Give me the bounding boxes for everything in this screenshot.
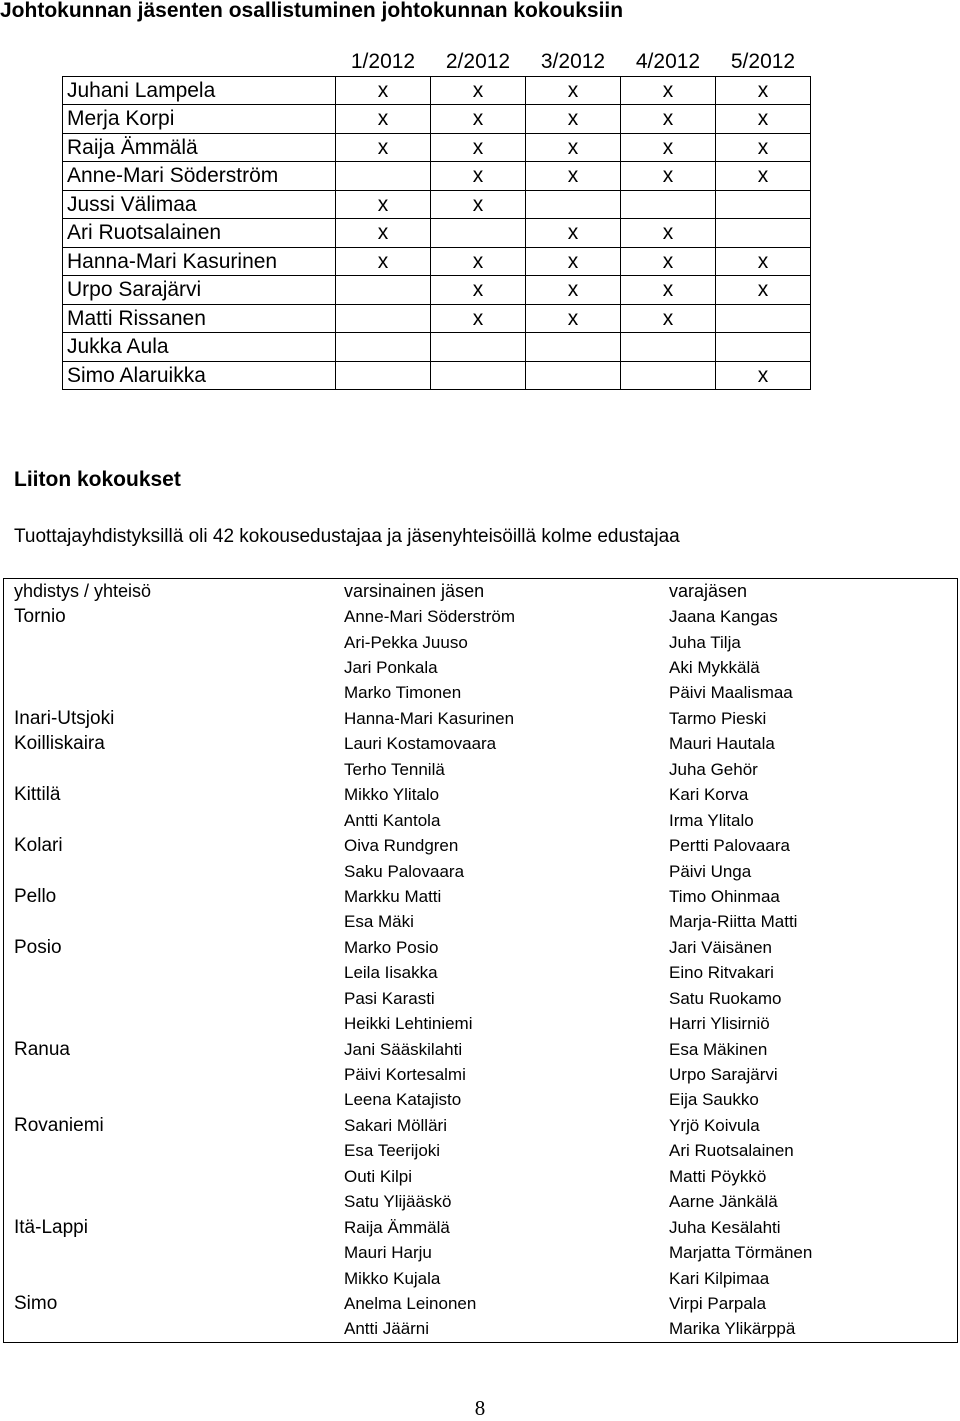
member-name: Jussi Välimaa: [63, 190, 336, 219]
members-row: [4, 884, 958, 909]
member-cell: Leila Iisakka: [344, 963, 438, 983]
attendance-mark: x: [526, 162, 621, 191]
attendance-mark: x: [431, 105, 526, 134]
members-table: [3, 578, 958, 1343]
attendance-mark: x: [716, 247, 811, 276]
association-cell: [4, 1139, 337, 1164]
deputy-cell: Aki Mykkälä: [669, 658, 760, 678]
member-name: Urpo Sarajärvi: [63, 276, 336, 305]
member-name: Anne-Mari Söderström: [63, 162, 336, 191]
member-name: Matti Rissanen: [63, 304, 336, 333]
deputy-cell: Juha Kesälahti: [669, 1217, 781, 1237]
attendance-mark: x: [716, 105, 811, 134]
association-cell: Kolari: [14, 835, 63, 857]
page-title: Johtokunnan jäsenten osallistuminen johtokunnan kokouksiin: [0, 0, 624, 22]
attendance-mark: [336, 162, 431, 191]
member-name: Hanna-Mari Kasurinen: [63, 247, 336, 276]
member-cell: Pasi Karasti: [344, 988, 435, 1008]
attendance-mark: x: [336, 133, 431, 162]
attendance-header-blank: [63, 48, 336, 76]
attendance-mark: x: [526, 105, 621, 134]
association-cell: Inari-Utsjoki: [14, 707, 115, 729]
members-row: [4, 808, 958, 833]
meeting-header: 3/2012: [540, 50, 606, 74]
member-cell: Jari Ponkala: [344, 658, 438, 678]
member-cell: Anne-Mari Söderström: [344, 607, 516, 627]
association-cell: Posio: [14, 936, 62, 958]
deputy-cell: Päivi Maalismaa: [669, 683, 793, 703]
member-cell: Antti Jäärni: [344, 1319, 430, 1339]
members-row: [4, 1266, 958, 1291]
attendance-row: [63, 361, 811, 390]
members-row: [4, 986, 958, 1011]
attendance-mark: x: [621, 105, 716, 134]
members-row: [4, 1139, 958, 1164]
deputy-cell: Satu Ruokamo: [669, 988, 782, 1008]
attendance-row: [63, 133, 811, 162]
deputy-cell: Eino Ritvakari: [669, 963, 774, 983]
deputy-cell: Matti Pöykkö: [669, 1166, 767, 1186]
attendance-table: [62, 48, 811, 390]
attendance-mark: [526, 190, 621, 219]
members-row: [4, 1240, 958, 1265]
association-cell: Tornio: [14, 606, 66, 628]
attendance-mark: x: [336, 105, 431, 134]
member-cell: Markku Matti: [344, 886, 442, 906]
association-cell: [4, 630, 337, 655]
member-name: Ari Ruotsalainen: [63, 219, 336, 248]
attendance-row: [63, 304, 811, 333]
attendance-mark: x: [526, 76, 621, 105]
attendance-mark: [621, 190, 716, 219]
member-cell: Heikki Lehtiniemi: [344, 1014, 473, 1034]
association-cell: Ranua: [14, 1038, 70, 1060]
members-row: [4, 1062, 958, 1087]
column-header: yhdistys / yhteisö: [14, 581, 152, 602]
deputy-cell: Jari Väisänen: [669, 937, 773, 957]
members-row: [4, 783, 958, 808]
attendance-row: [63, 219, 811, 248]
members-row: [4, 1164, 958, 1189]
association-cell: Rovaniemi: [14, 1114, 104, 1136]
member-cell: Outi Kilpi: [344, 1166, 413, 1186]
attendance-mark: x: [621, 219, 716, 248]
attendance-mark: [526, 361, 621, 390]
attendance-mark: x: [716, 76, 811, 105]
attendance-mark: x: [716, 133, 811, 162]
page-number: 8: [474, 1396, 486, 1420]
deputy-cell: Yrjö Koivula: [669, 1115, 760, 1135]
deputy-cell: Marjatta Törmänen: [669, 1243, 813, 1263]
deputy-cell: Juha Gehör: [669, 759, 758, 779]
attendance-mark: x: [336, 247, 431, 276]
attendance-mark: x: [431, 304, 526, 333]
member-name: Raija Ämmälä: [63, 133, 336, 162]
attendance-mark: [621, 361, 716, 390]
attendance-mark: [621, 333, 716, 362]
members-row: [4, 1037, 958, 1062]
association-cell: Kittilä: [14, 784, 61, 806]
member-cell: Jani Sääskilahti: [344, 1039, 463, 1059]
attendance-mark: x: [431, 76, 526, 105]
members-row: [4, 1011, 958, 1036]
attendance-mark: x: [621, 133, 716, 162]
members-row: [4, 681, 958, 706]
attendance-mark: [431, 333, 526, 362]
meeting-header: 4/2012: [635, 50, 701, 74]
association-cell: Itä-Lappi: [14, 1216, 88, 1238]
deputy-cell: Ari Ruotsalainen: [669, 1141, 794, 1161]
association-cell: [4, 757, 337, 782]
deputy-cell: Harri Ylisirniö: [669, 1014, 770, 1034]
attendance-mark: [431, 361, 526, 390]
deputy-cell: Timo Ohinmaa: [669, 886, 780, 906]
deputy-cell: Marika Ylikärppä: [669, 1319, 796, 1339]
attendance-mark: [336, 276, 431, 305]
member-cell: Saku Palovaara: [344, 861, 465, 881]
attendance-row: [63, 276, 811, 305]
member-cell: Raija Ämmälä: [344, 1217, 450, 1237]
members-row: [4, 655, 958, 680]
attendance-mark: [716, 304, 811, 333]
attendance-row: [63, 333, 811, 362]
association-cell: [4, 655, 337, 680]
member-cell: Lauri Kostamovaara: [344, 734, 497, 754]
deputy-cell: Päivi Unga: [669, 861, 752, 881]
deputy-cell: Juha Tilja: [669, 632, 741, 652]
attendance-mark: [336, 333, 431, 362]
member-cell: Sakari Mölläri: [344, 1115, 447, 1135]
member-name: Simo Alaruikka: [63, 361, 336, 390]
attendance-mark: [716, 190, 811, 219]
member-cell: Terho Tennilä: [344, 759, 445, 779]
members-row: [4, 1215, 958, 1240]
member-cell: Esa Mäki: [344, 912, 414, 932]
deputy-cell: Esa Mäkinen: [669, 1039, 768, 1059]
attendance-mark: x: [431, 276, 526, 305]
section-subtitle: Tuottajayhdistyksillä oli 42 kokousedustajaa ja jäsenyhteisöillä kolme edustajaa: [14, 526, 680, 547]
meeting-header: 5/2012: [730, 50, 796, 74]
association-cell: [4, 1088, 337, 1113]
attendance-mark: x: [621, 276, 716, 305]
deputy-cell: Eija Saukko: [669, 1090, 759, 1110]
member-name: Juhani Lampela: [63, 76, 336, 105]
attendance-mark: x: [621, 76, 716, 105]
attendance-mark: [431, 219, 526, 248]
members-row: [4, 706, 958, 731]
members-row: [4, 859, 958, 884]
attendance-mark: x: [336, 190, 431, 219]
attendance-row: [63, 162, 811, 191]
deputy-cell: Aarne Jänkälä: [669, 1192, 778, 1212]
attendance-mark: x: [526, 247, 621, 276]
deputy-cell: Jaana Kangas: [669, 607, 778, 627]
association-cell: Simo: [14, 1292, 58, 1314]
attendance-mark: [336, 361, 431, 390]
attendance-mark: x: [336, 219, 431, 248]
association-cell: [4, 961, 337, 986]
attendance-row: [63, 105, 811, 134]
members-row: [4, 961, 958, 986]
deputy-cell: Pertti Palovaara: [669, 836, 790, 856]
member-cell: Mikko Ylitalo: [344, 785, 440, 805]
member-cell: Päivi Kortesalmi: [344, 1065, 466, 1085]
attendance-mark: x: [431, 190, 526, 219]
association-cell: [4, 986, 337, 1011]
column-header: varajäsen: [669, 581, 748, 602]
deputy-cell: Virpi Parpala: [669, 1293, 767, 1313]
association-cell: [4, 681, 337, 706]
deputy-cell: Kari Kilpimaa: [669, 1268, 770, 1288]
members-header-row: [4, 579, 958, 605]
association-cell: [4, 1190, 337, 1215]
association-cell: [4, 808, 337, 833]
attendance-mark: x: [526, 219, 621, 248]
member-cell: Marko Timonen: [344, 683, 462, 703]
member-cell: Hanna-Mari Kasurinen: [344, 708, 515, 728]
members-row: [4, 630, 958, 655]
association-cell: [4, 1062, 337, 1087]
members-row: [4, 1190, 958, 1215]
attendance-mark: x: [526, 276, 621, 305]
association-cell: [4, 1266, 337, 1291]
members-row: [4, 1113, 958, 1138]
members-row: [4, 604, 958, 629]
members-row: [4, 1088, 958, 1113]
attendance-mark: x: [716, 162, 811, 191]
member-cell: Satu Ylijääskö: [344, 1192, 452, 1212]
member-name: Jukka Aula: [63, 333, 336, 362]
attendance-mark: x: [526, 133, 621, 162]
association-cell: [4, 1240, 337, 1265]
member-cell: Oiva Rundgren: [344, 836, 459, 856]
attendance-mark: x: [621, 247, 716, 276]
member-cell: Antti Kantola: [344, 810, 441, 830]
attendance-mark: x: [526, 304, 621, 333]
attendance-mark: [716, 333, 811, 362]
deputy-cell: Urpo Sarajärvi: [669, 1065, 778, 1085]
member-cell: Esa Teerijoki: [344, 1141, 441, 1161]
attendance-mark: x: [621, 162, 716, 191]
member-cell: Ari-Pekka Juuso: [344, 632, 468, 652]
deputy-cell: Kari Korva: [669, 785, 749, 805]
column-header: varsinainen jäsen: [344, 581, 485, 602]
member-cell: Mauri Harju: [344, 1243, 432, 1263]
attendance-row: [63, 190, 811, 219]
member-name: Merja Korpi: [63, 105, 336, 134]
members-row: [4, 935, 958, 960]
attendance-mark: [716, 219, 811, 248]
attendance-row: [63, 76, 811, 105]
association-cell: [4, 1164, 337, 1189]
attendance-mark: x: [716, 276, 811, 305]
members-row: [4, 1317, 958, 1343]
association-cell: [4, 859, 337, 884]
attendance-mark: [336, 304, 431, 333]
members-row: [4, 833, 958, 858]
association-cell: Koilliskaira: [14, 733, 105, 755]
association-cell: [4, 1317, 337, 1343]
section-heading: Liiton kokoukset: [14, 468, 181, 491]
meeting-header: 1/2012: [350, 50, 416, 74]
attendance-mark: x: [431, 162, 526, 191]
attendance-header-row: [63, 48, 811, 76]
attendance-mark: [526, 333, 621, 362]
association-cell: [4, 1011, 337, 1036]
association-cell: [4, 910, 337, 935]
members-row: [4, 910, 958, 935]
deputy-cell: Marja-Riitta Matti: [669, 912, 798, 932]
meeting-header: 2/2012: [445, 50, 511, 74]
deputy-cell: Tarmo Pieski: [669, 708, 767, 728]
deputy-cell: Mauri Hautala: [669, 734, 775, 754]
member-cell: Marko Posio: [344, 937, 439, 957]
attendance-mark: x: [431, 247, 526, 276]
member-cell: Anelma Leinonen: [344, 1293, 477, 1313]
deputy-cell: Irma Ylitalo: [669, 810, 754, 830]
member-cell: Mikko Kujala: [344, 1268, 441, 1288]
members-row: [4, 732, 958, 757]
attendance-mark: x: [431, 133, 526, 162]
members-row: [4, 757, 958, 782]
attendance-mark: x: [621, 304, 716, 333]
attendance-mark: x: [716, 361, 811, 390]
attendance-mark: x: [336, 76, 431, 105]
members-row: [4, 1291, 958, 1316]
association-cell: Pello: [14, 885, 57, 907]
member-cell: Leena Katajisto: [344, 1090, 462, 1110]
attendance-row: [63, 247, 811, 276]
